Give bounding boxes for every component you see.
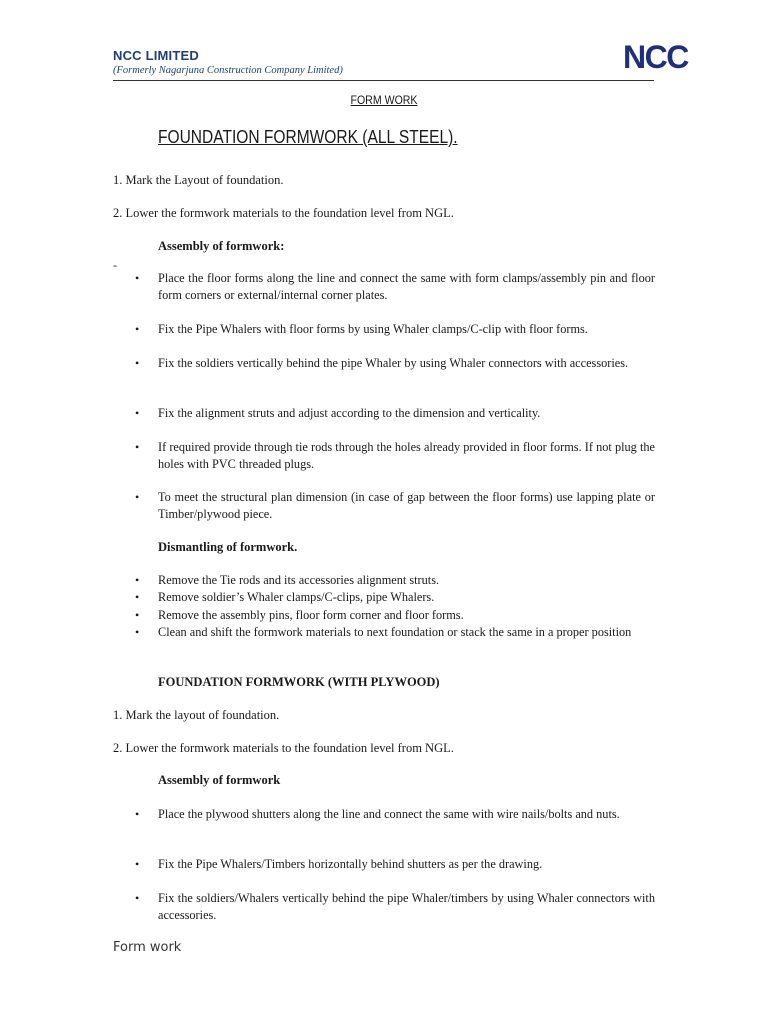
bullet-icon: • — [135, 271, 140, 285]
bullet-icon: • — [135, 608, 140, 622]
bullet-icon: • — [135, 625, 140, 639]
company-name: NCC LIMITED — [113, 48, 199, 63]
ncc-logo: NCC — [623, 39, 688, 75]
section-heading: FORM WORK — [350, 95, 418, 107]
steel-assembly-heading: Assembly of formwork: — [158, 239, 285, 253]
steel-step-2: 2. Lower the formwork materials to the foundation level from NGL. — [113, 206, 454, 220]
steel-step-1: 1. Mark the Layout of foundation. — [113, 173, 284, 187]
bullet-icon: • — [135, 891, 140, 905]
list-item: Clean and shift the formwork materials to next foundation or stack the same in a proper position — [158, 625, 632, 639]
list-item: Place the plywood shutters along the line and connect the same with wire nails/bolts and nuts. — [158, 807, 620, 821]
plywood-step-2: 2. Lower the formwork materials to the foundation level from NGL. — [113, 741, 454, 755]
list-item: Place the floor forms along the line and connect the same with form clamps/assembly pin and floor form corners or external/internal corner plates. — [158, 271, 655, 302]
list-item: Fix the Pipe Whalers with floor forms by using Whaler clamps/C-clip with floor forms. — [158, 322, 588, 336]
plywood-step-1: 1. Mark the layout of foundation. — [113, 708, 280, 722]
stray-dash: - — [113, 258, 117, 272]
bullet-icon: • — [135, 322, 140, 336]
former-company-name: (Formerly Nagarjuna Construction Company Limited) — [113, 65, 343, 76]
bullet-icon: • — [135, 590, 140, 604]
list-item: Fix the soldiers vertically behind the pipe Whaler by using Whaler connectors with accessories. — [158, 356, 629, 370]
list-item: Remove the assembly pins, floor form corner and floor forms. — [158, 608, 464, 622]
page-title: FOUNDATION FORMWORK (ALL STEEL). — [158, 126, 458, 147]
bullet-icon: • — [135, 857, 140, 871]
header-divider — [113, 80, 654, 81]
bullet-icon: • — [135, 807, 140, 821]
bullet-icon: • — [135, 356, 140, 370]
list-item: To meet the structural plan dimension (in case of gap between the floor forms) use lapping plate or Timber/plywood piece. — [158, 490, 655, 521]
list-item: Remove the Tie rods and its accessories alignment struts. — [158, 573, 440, 587]
plywood-assembly-heading: Assembly of formwork — [158, 773, 281, 787]
bullet-icon: • — [135, 440, 140, 454]
page-footer: Form work — [113, 940, 182, 955]
plywood-heading: FOUNDATION FORMWORK (WITH PLYWOOD) — [158, 675, 440, 689]
list-item: Remove soldier’s Whaler clamps/C-clips, pipe Whalers. — [158, 590, 435, 604]
list-item: Fix the Pipe Whalers/Timbers horizontally behind shutters as per the drawing. — [158, 857, 543, 871]
bullet-icon: • — [135, 573, 140, 587]
list-item: If required provide through tie rods through the holes already provided in floor forms. If not plug the holes with PVC threaded plugs. — [158, 440, 655, 471]
list-item: Fix the soldiers/Whalers vertically behind the pipe Whaler/timbers by using Whaler connectors with accessories. — [158, 891, 655, 922]
bullet-icon: • — [135, 490, 140, 504]
list-item: Fix the alignment struts and adjust according to the dimension and verticality. — [158, 406, 541, 420]
bullet-icon: • — [135, 406, 140, 420]
steel-dismantling-heading: Dismantling of formwork. — [158, 540, 298, 554]
